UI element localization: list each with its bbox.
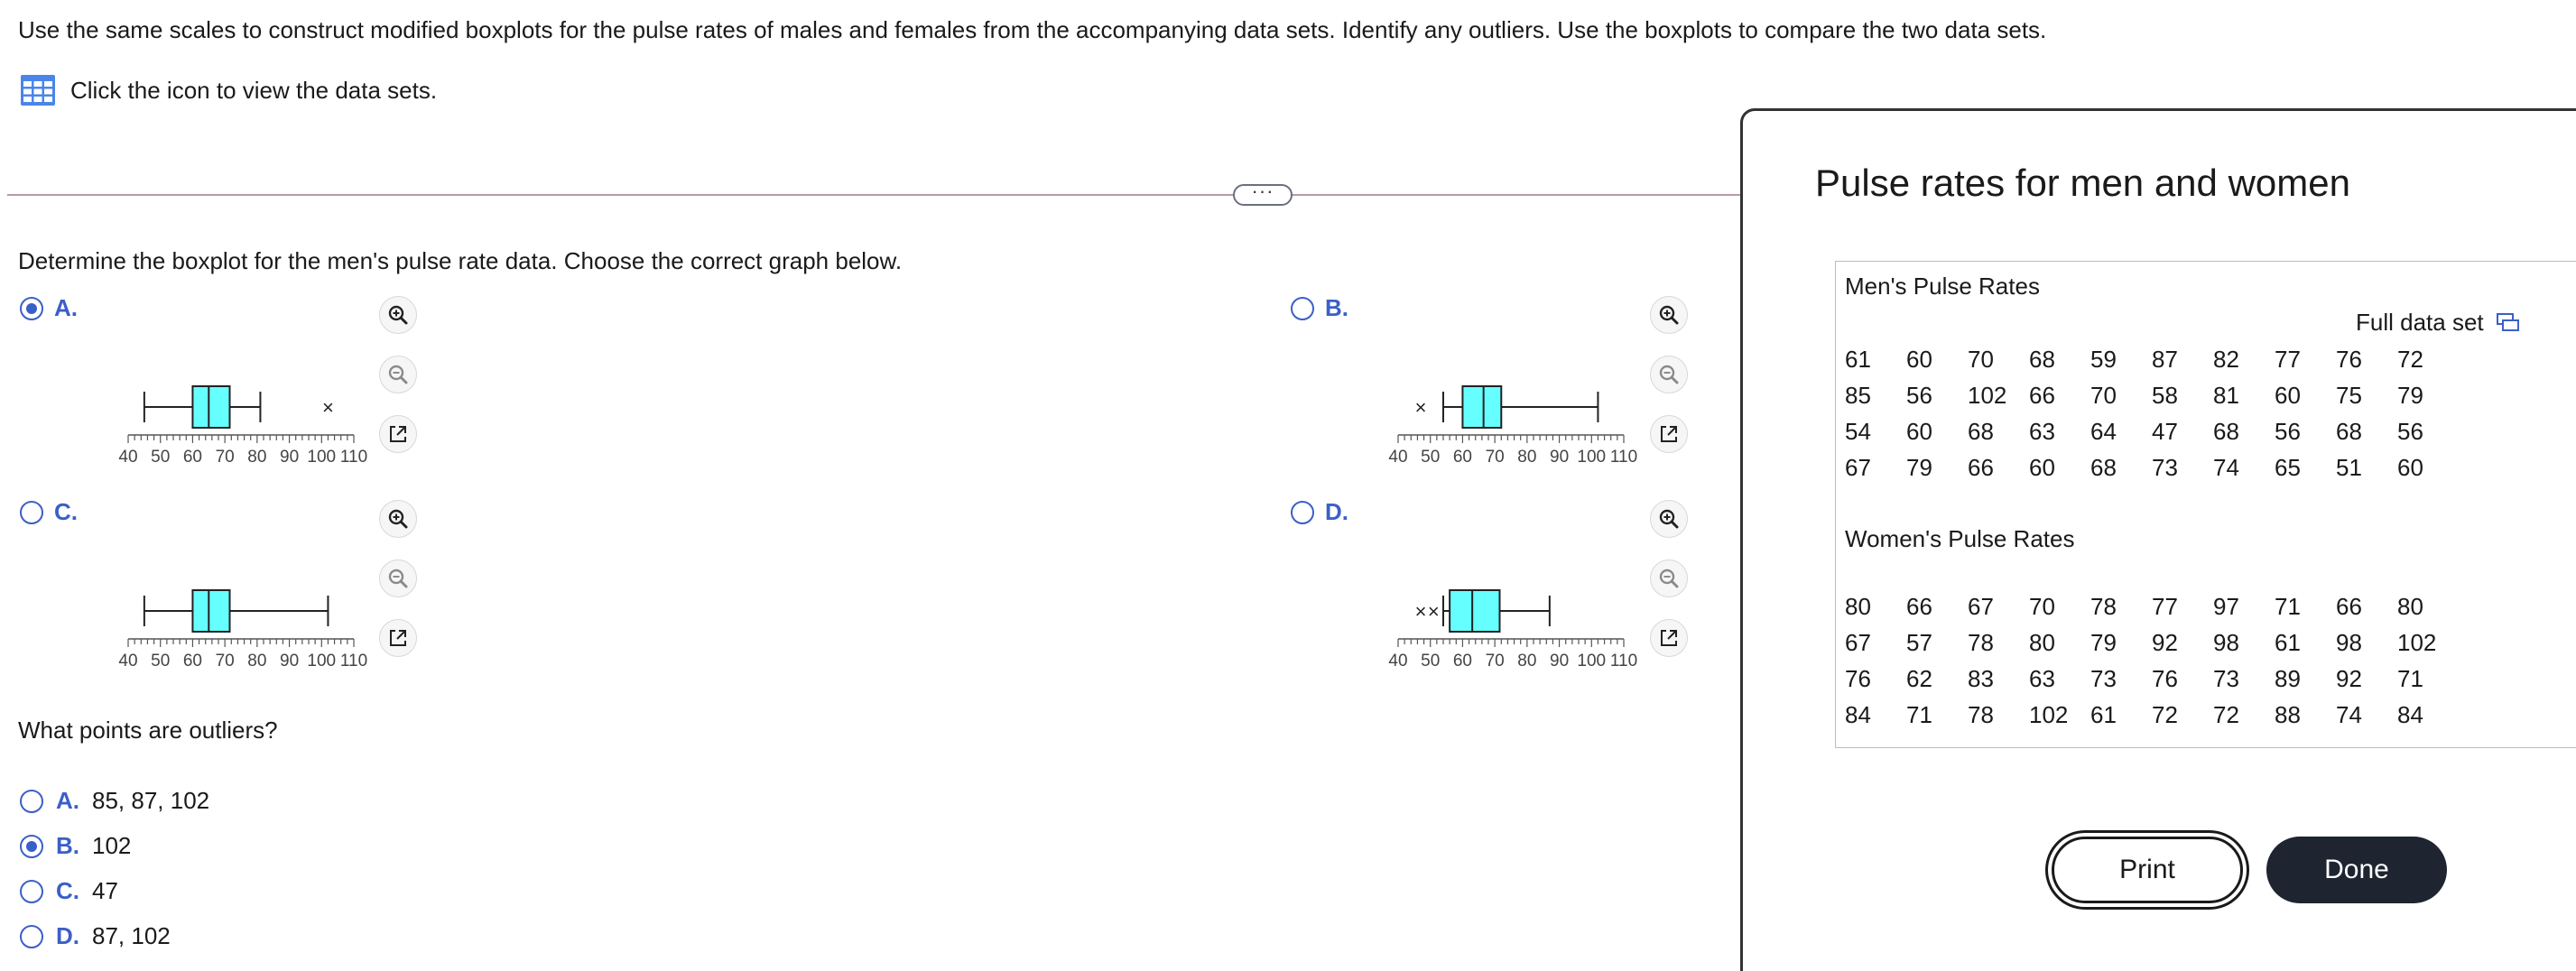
women-rows-cell: 70 — [2029, 592, 2055, 620]
men-rows-cell: 56 — [1906, 381, 1932, 409]
women-rows-cell: 77 — [2152, 592, 2178, 620]
men-rows-row — [1845, 377, 2459, 413]
view-data-sets-link[interactable] — [20, 74, 437, 106]
tick-label: 50 — [1421, 652, 1441, 670]
women-rows-cell: 102 — [2397, 628, 2437, 656]
outlier-question: What points are outliers? — [18, 717, 278, 744]
men-rows-cell: 64 — [2090, 417, 2117, 445]
men-rows-cell: 60 — [1906, 417, 1932, 445]
zoom-out-icon — [1658, 568, 1680, 589]
tick-label: 70 — [215, 448, 235, 467]
collapse-handle[interactable]: ··· — [1233, 184, 1293, 206]
option-b-letter: B. — [1325, 294, 1348, 321]
tick-label: 60 — [1452, 448, 1472, 467]
outlier-answer-b-radio[interactable] — [20, 835, 43, 858]
problem-prompt: Use the same scales to construct modified boxplots for the pulse rates of males and females from the accompanying data sets. Identify any outliers. Use the boxplots to compare the two data sets. — [18, 16, 2047, 43]
men-rows-cell: 73 — [2152, 453, 2178, 481]
tick-label: 40 — [1388, 448, 1408, 467]
women-rows-row — [1845, 697, 2459, 733]
boxplot-d-svg — [1387, 552, 1649, 679]
tick-label: 110 — [339, 448, 368, 467]
men-rows-cell: 51 — [2336, 453, 2362, 481]
plot-d-zoom-in-button[interactable] — [1650, 500, 1688, 538]
tick-label: 40 — [118, 652, 138, 670]
women-rows-cell: 73 — [2090, 664, 2117, 692]
full-data-set-link[interactable] — [2356, 309, 2520, 337]
outlier-answer-b[interactable] — [20, 832, 131, 860]
men-rows-row — [1845, 413, 2459, 449]
women-rows-cell: 78 — [1968, 628, 1994, 656]
outlier-answer-a-radio[interactable] — [20, 790, 43, 813]
tick-label: 60 — [182, 448, 202, 467]
outlier-marker: × — [1427, 600, 1440, 623]
men-rows-cell: 68 — [2029, 345, 2055, 373]
tick-label: 110 — [1609, 652, 1638, 670]
tick-label: 80 — [1517, 448, 1537, 467]
women-rows-cell: 98 — [2213, 628, 2239, 656]
women-rows-cell: 76 — [1845, 664, 1871, 692]
men-rows-cell: 58 — [2152, 381, 2178, 409]
tick-label: 50 — [1421, 448, 1441, 467]
men-rows-cell: 68 — [1968, 417, 1994, 445]
outlier-answer-d[interactable] — [20, 922, 171, 950]
tick-label: 100 — [1577, 448, 1607, 467]
tick-label: 80 — [1517, 652, 1537, 670]
tick-label: 110 — [339, 652, 368, 670]
men-rows-cell: 72 — [2397, 345, 2423, 373]
women-rows-cell: 98 — [2336, 628, 2362, 656]
print-button[interactable]: Print — [2052, 837, 2243, 903]
full-data-set-label[interactable]: Full data set — [2356, 309, 2484, 336]
plot-c-zoom-in-button[interactable] — [379, 500, 417, 538]
men-rows-cell: 60 — [2397, 453, 2423, 481]
plot-a-open-in-new-window-button[interactable] — [379, 415, 417, 453]
women-rows-row — [1845, 624, 2459, 661]
outlier-answer-d-letter: D. — [56, 922, 79, 949]
men-pulse-table — [1845, 341, 2459, 486]
plot-c-open-in-new-window-button[interactable] — [379, 619, 417, 657]
women-rows-cell: 72 — [2213, 700, 2239, 728]
boxplot-d — [1387, 552, 1649, 679]
women-rows-cell: 72 — [2152, 700, 2178, 728]
outlier-marker: × — [1414, 600, 1427, 623]
tick-label: 60 — [182, 652, 202, 670]
outlier-marker: × — [1414, 396, 1427, 419]
outlier-answer-b-text: 102 — [92, 832, 132, 859]
zoom-out-icon — [1658, 364, 1680, 385]
men-rows-cell: 77 — [2275, 345, 2301, 373]
men-rows-cell: 68 — [2090, 453, 2117, 481]
men-rows-cell: 68 — [2336, 417, 2362, 445]
men-rows-cell: 82 — [2213, 345, 2239, 373]
women-rows-cell: 57 — [1906, 628, 1932, 656]
men-rows-cell: 70 — [1968, 345, 1994, 373]
men-rows-row — [1845, 341, 2459, 377]
men-rows-cell: 47 — [2152, 417, 2178, 445]
tick-label: 100 — [1577, 652, 1607, 670]
tick-label: 50 — [151, 652, 171, 670]
boxplot-c-svg — [117, 552, 379, 679]
option-d[interactable] — [1291, 498, 1348, 526]
boxplot-question: Determine the boxplot for the men's pulse rate data. Choose the correct graph below. — [18, 247, 903, 274]
women-rows-cell: 71 — [2397, 664, 2423, 692]
zoom-out-icon — [387, 364, 409, 385]
plot-b-zoom-in-button[interactable] — [1650, 296, 1688, 334]
option-b[interactable] — [1291, 294, 1348, 322]
zoom-in-icon — [387, 508, 409, 530]
men-table-title: Men's Pulse Rates — [1845, 273, 2040, 300]
outlier-answer-a-letter: A. — [56, 787, 79, 814]
option-a-radio[interactable] — [20, 297, 43, 320]
women-rows-cell: 80 — [2029, 628, 2055, 656]
tick-label: 50 — [151, 448, 171, 467]
iqr-box — [1450, 590, 1499, 632]
women-rows-cell: 73 — [2213, 664, 2239, 692]
men-rows-cell: 56 — [2275, 417, 2301, 445]
women-rows-cell: 79 — [2090, 628, 2117, 656]
women-rows-cell: 89 — [2275, 664, 2301, 692]
outlier-marker: × — [321, 396, 334, 419]
men-rows-cell: 60 — [1906, 345, 1932, 373]
men-rows-cell: 74 — [2213, 453, 2239, 481]
women-rows-cell: 63 — [2029, 664, 2055, 692]
plot-b-zoom-out-button[interactable] — [1650, 356, 1688, 393]
women-rows-cell: 80 — [2397, 592, 2423, 620]
tick-label: 90 — [280, 448, 300, 467]
done-button[interactable]: Done — [2266, 837, 2447, 903]
tick-label: 90 — [280, 652, 300, 670]
women-rows-cell: 71 — [2275, 592, 2301, 620]
men-rows-cell: 75 — [2336, 381, 2362, 409]
outlier-answer-c-radio[interactable] — [20, 880, 43, 903]
open-in-new-window-icon — [387, 627, 409, 649]
iqr-box — [192, 590, 229, 632]
plot-c-zoom-out-button[interactable] — [379, 559, 417, 597]
table-grid-icon[interactable] — [20, 74, 56, 106]
men-rows-cell: 102 — [1968, 381, 2007, 409]
women-rows-cell: 88 — [2275, 700, 2301, 728]
men-rows-cell: 54 — [1845, 417, 1871, 445]
boxplot-b-svg — [1387, 348, 1649, 475]
women-rows-cell: 71 — [1906, 700, 1932, 728]
men-rows-cell: 66 — [2029, 381, 2055, 409]
tick-label: 110 — [1609, 448, 1638, 467]
outlier-answer-d-text: 87, 102 — [92, 922, 171, 949]
men-rows-cell: 87 — [2152, 345, 2178, 373]
tick-label: 100 — [307, 652, 337, 670]
tick-label: 60 — [1452, 652, 1472, 670]
boxplot-a — [117, 348, 379, 475]
plot-d-zoom-out-button[interactable] — [1650, 559, 1688, 597]
open-in-new-window-icon — [387, 423, 409, 445]
women-rows-cell: 84 — [2397, 700, 2423, 728]
tick-label: 70 — [1485, 652, 1505, 670]
men-rows-cell: 60 — [2029, 453, 2055, 481]
dialog-title: Pulse rates for men and women — [1815, 162, 2350, 204]
women-rows-cell: 102 — [2029, 700, 2069, 728]
women-rows-cell: 78 — [2090, 592, 2117, 620]
section-divider — [7, 194, 1740, 196]
plot-a-zoom-in-button[interactable] — [379, 296, 417, 334]
women-rows-cell: 83 — [1968, 664, 1994, 692]
men-rows-row — [1845, 449, 2459, 486]
outlier-answer-a-text: 85, 87, 102 — [92, 787, 210, 814]
women-rows-cell: 61 — [2275, 628, 2301, 656]
men-rows-cell: 63 — [2029, 417, 2055, 445]
tick-label: 80 — [247, 448, 267, 467]
tick-label: 40 — [1388, 652, 1408, 670]
option-d-letter: D. — [1325, 498, 1348, 525]
men-rows-cell: 76 — [2336, 345, 2362, 373]
zoom-in-icon — [1658, 508, 1680, 530]
men-rows-cell: 85 — [1845, 381, 1871, 409]
women-rows-cell: 84 — [1845, 700, 1871, 728]
copy-data-icon[interactable] — [2497, 313, 2520, 333]
tick-label: 40 — [118, 448, 138, 467]
option-c-letter: C. — [54, 498, 78, 525]
men-rows-cell: 56 — [2397, 417, 2423, 445]
outlier-answer-c-text: 47 — [92, 877, 118, 904]
tick-label: 100 — [307, 448, 337, 467]
women-table-title: Women's Pulse Rates — [1845, 525, 2075, 552]
women-rows-cell: 67 — [1968, 592, 1994, 620]
men-rows-cell: 68 — [2213, 417, 2239, 445]
outlier-answer-c-letter: C. — [56, 877, 79, 904]
option-a[interactable] — [20, 294, 78, 322]
option-d-radio[interactable] — [1291, 501, 1314, 524]
men-rows-cell: 81 — [2213, 381, 2239, 409]
tick-label: 70 — [1485, 448, 1505, 467]
data-sets-dialog — [1740, 108, 2576, 971]
zoom-in-icon — [387, 304, 409, 326]
option-c[interactable] — [20, 498, 78, 526]
men-rows-cell: 79 — [1906, 453, 1932, 481]
plot-b-open-in-new-window-button[interactable] — [1650, 415, 1688, 453]
women-rows-cell: 92 — [2152, 628, 2178, 656]
iqr-box — [192, 386, 229, 428]
women-rows-cell: 78 — [1968, 700, 1994, 728]
women-rows-row — [1845, 661, 2459, 697]
men-rows-cell: 70 — [2090, 381, 2117, 409]
women-pulse-table — [1845, 588, 2459, 733]
women-rows-cell: 74 — [2336, 700, 2362, 728]
iqr-box — [1462, 386, 1501, 428]
open-in-new-window-icon — [1658, 423, 1680, 445]
outlier-answer-d-radio[interactable] — [20, 925, 43, 948]
option-c-radio[interactable] — [20, 501, 43, 524]
men-rows-cell: 66 — [1968, 453, 1994, 481]
men-rows-cell: 67 — [1845, 453, 1871, 481]
men-rows-cell: 60 — [2275, 381, 2301, 409]
women-rows-cell: 97 — [2213, 592, 2239, 620]
women-rows-cell: 76 — [2152, 664, 2178, 692]
open-in-new-window-icon — [1658, 627, 1680, 649]
men-rows-cell: 79 — [2397, 381, 2423, 409]
tick-label: 70 — [215, 652, 235, 670]
men-rows-cell: 65 — [2275, 453, 2301, 481]
boxplot-c — [117, 552, 379, 679]
men-rows-cell: 61 — [1845, 345, 1871, 373]
women-rows-cell: 66 — [2336, 592, 2362, 620]
view-data-sets-label[interactable]: Click the icon to view the data sets. — [70, 76, 438, 104]
plot-a-zoom-out-button[interactable] — [379, 356, 417, 393]
zoom-out-icon — [387, 568, 409, 589]
plot-d-open-in-new-window-button[interactable] — [1650, 619, 1688, 657]
men-rows-cell: 59 — [2090, 345, 2117, 373]
option-b-radio[interactable] — [1291, 297, 1314, 320]
boxplot-a-svg — [117, 348, 379, 475]
tick-label: 90 — [1550, 448, 1570, 467]
boxplot-b — [1387, 348, 1649, 475]
women-rows-row — [1845, 588, 2459, 624]
women-rows-cell: 61 — [2090, 700, 2117, 728]
women-rows-cell: 80 — [1845, 592, 1871, 620]
women-rows-cell: 62 — [1906, 664, 1932, 692]
data-sets-box — [1835, 261, 2576, 748]
outlier-answer-b-letter: B. — [56, 832, 79, 859]
women-rows-cell: 92 — [2336, 664, 2362, 692]
zoom-in-icon — [1658, 304, 1680, 326]
women-rows-cell: 67 — [1845, 628, 1871, 656]
outlier-answer-c[interactable] — [20, 877, 118, 905]
option-a-letter: A. — [54, 294, 78, 321]
tick-label: 90 — [1550, 652, 1570, 670]
outlier-answer-a[interactable] — [20, 787, 209, 815]
women-rows-cell: 66 — [1906, 592, 1932, 620]
tick-label: 80 — [247, 652, 267, 670]
